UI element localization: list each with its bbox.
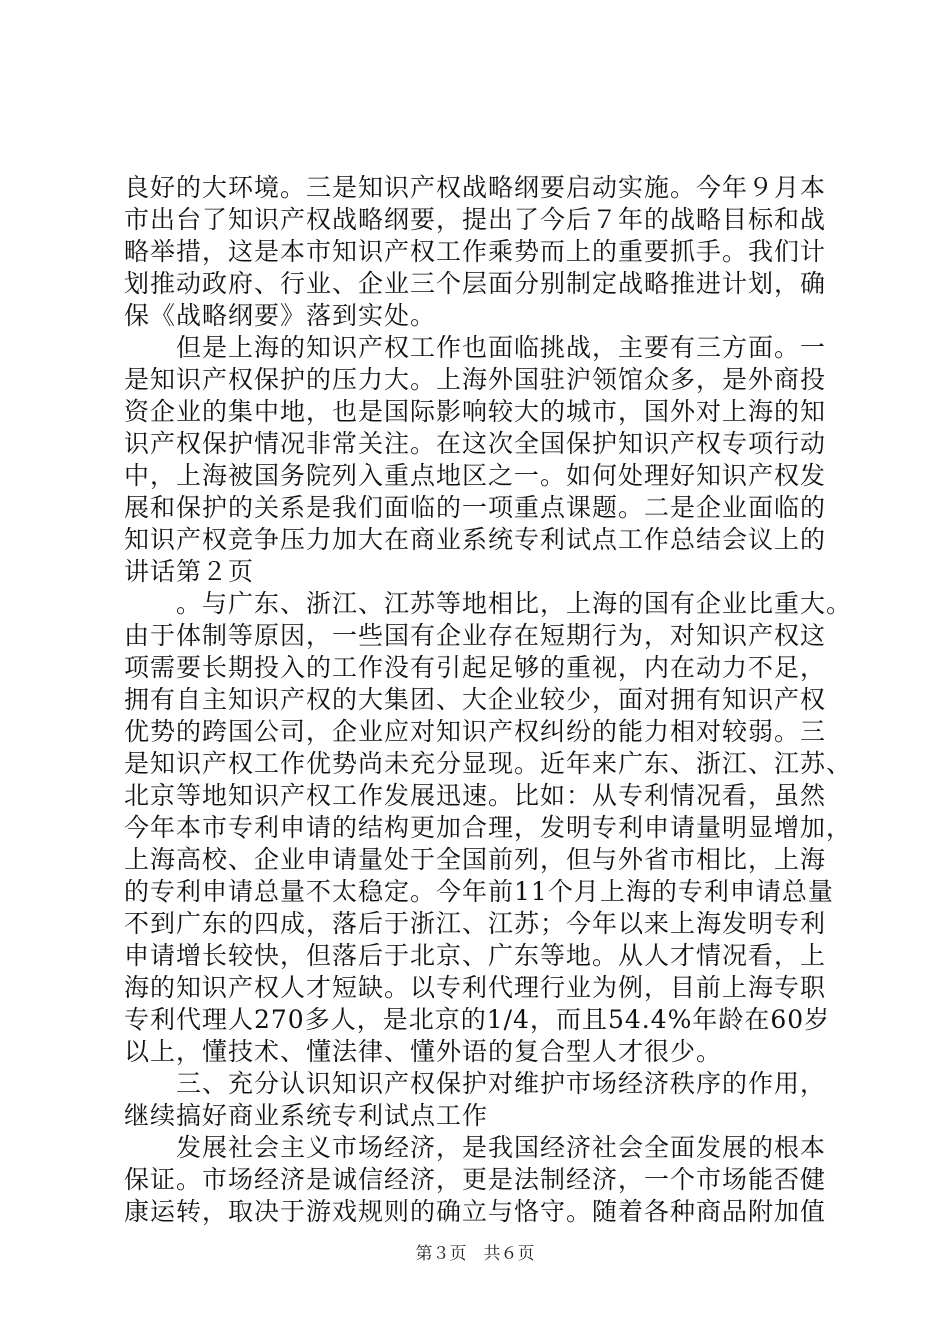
text-line: 发展社会主义市场经济，是我国经济社会全面发展的根本 (124, 1133, 827, 1162)
text-line: 讲话第２页 (124, 557, 255, 586)
text-line: 略举措，这是本市知识产权工作乘势而上的重要抓手。我们计 (124, 237, 827, 266)
text-line: 康运转，取决于游戏规则的确立与恪守。随着各种商品附加值 (124, 1197, 827, 1226)
text-line: 保《战略纲要》落到实处。 (124, 301, 437, 330)
text-line: 的专利申请总量不太稳定。今年前11个月上海的专利申请总量 (124, 877, 834, 906)
text-line: 申请增长较快，但落后于北京、广东等地。从人才情况看，上 (124, 941, 827, 970)
text-line: 。与广东、浙江、江苏等地相比，上海的国有企业比重大。 (124, 589, 853, 618)
text-line: 以上，懂技术、懂法律、懂外语的复合型人才很少。 (124, 1037, 723, 1066)
text-line: 优势的跨国公司，企业应对知识产权纠纷的能力相对较弱。三 (124, 717, 827, 746)
text-line: 展和保护的关系是我们面临的一项重点课题。二是企业面临的 (124, 493, 827, 522)
text-line: 上海高校、企业申请量处于全国前列，但与外省市相比，上海 (124, 845, 827, 874)
text-line: 三、充分认识知识产权保护对维护市场经济秩序的作用， (124, 1069, 827, 1098)
text-line: 今年本市专利申请的结构更加合理，发明专利申请量明显增加， (124, 813, 853, 842)
page-number-footer: 第３页 共６页 (415, 1244, 535, 1264)
document-body (124, 172, 853, 1228)
text-line: 是知识产权工作优势尚未充分显现。近年来广东、浙江、江苏、 (124, 749, 853, 778)
text-line: 是知识产权保护的压力大。上海外国驻沪领馆众多，是外商投 (124, 365, 827, 394)
text-line: 不到广东的四成，落后于浙江、江苏；今年以来上海发明专利 (124, 909, 827, 938)
text-line: 但是上海的知识产权工作也面临挑战，主要有三方面。一 (124, 333, 827, 362)
text-line: 识产权保护情况非常关注。在这次全国保护知识产权专项行动 (124, 429, 827, 458)
text-line: 专利代理人270多人，是北京的1/4，而且54.4%年龄在60岁 (124, 1005, 831, 1034)
text-line: 资企业的集中地，也是国际影响较大的城市，国外对上海的知 (124, 397, 827, 426)
text-line: 海的知识产权人才短缺。以专利代理行业为例，目前上海专职 (124, 973, 827, 1002)
text-line: 继续搞好商业系统专利试点工作 (124, 1101, 489, 1130)
text-line: 良好的大环境。三是知识产权战略纲要启动实施。今年９月本 (124, 173, 827, 202)
text-line: 保证。市场经济是诚信经济，更是法制经济，一个市场能否健 (124, 1165, 827, 1194)
text-line: 项需要长期投入的工作没有引起足够的重视，内在动力不足， (124, 653, 827, 682)
text-line: 知识产权竞争压力加大在商业系统专利试点工作总结会议上的 (124, 525, 827, 554)
text-line: 划推动政府、行业、企业三个层面分别制定战略推进计划，确 (124, 269, 827, 298)
text-line: 中，上海被国务院列入重点地区之一。如何处理好知识产权发 (124, 461, 827, 490)
text-line: 由于体制等原因，一些国有企业存在短期行为，对知识产权这 (124, 621, 827, 650)
text-line: 北京等地知识产权工作发展迅速。比如：从专利情况看，虽然 (124, 781, 827, 810)
text-line: 市出台了知识产权战略纲要，提出了今后７年的战略目标和战 (124, 205, 827, 234)
text-line: 拥有自主知识产权的大集团、大企业较少，面对拥有知识产权 (124, 685, 827, 714)
